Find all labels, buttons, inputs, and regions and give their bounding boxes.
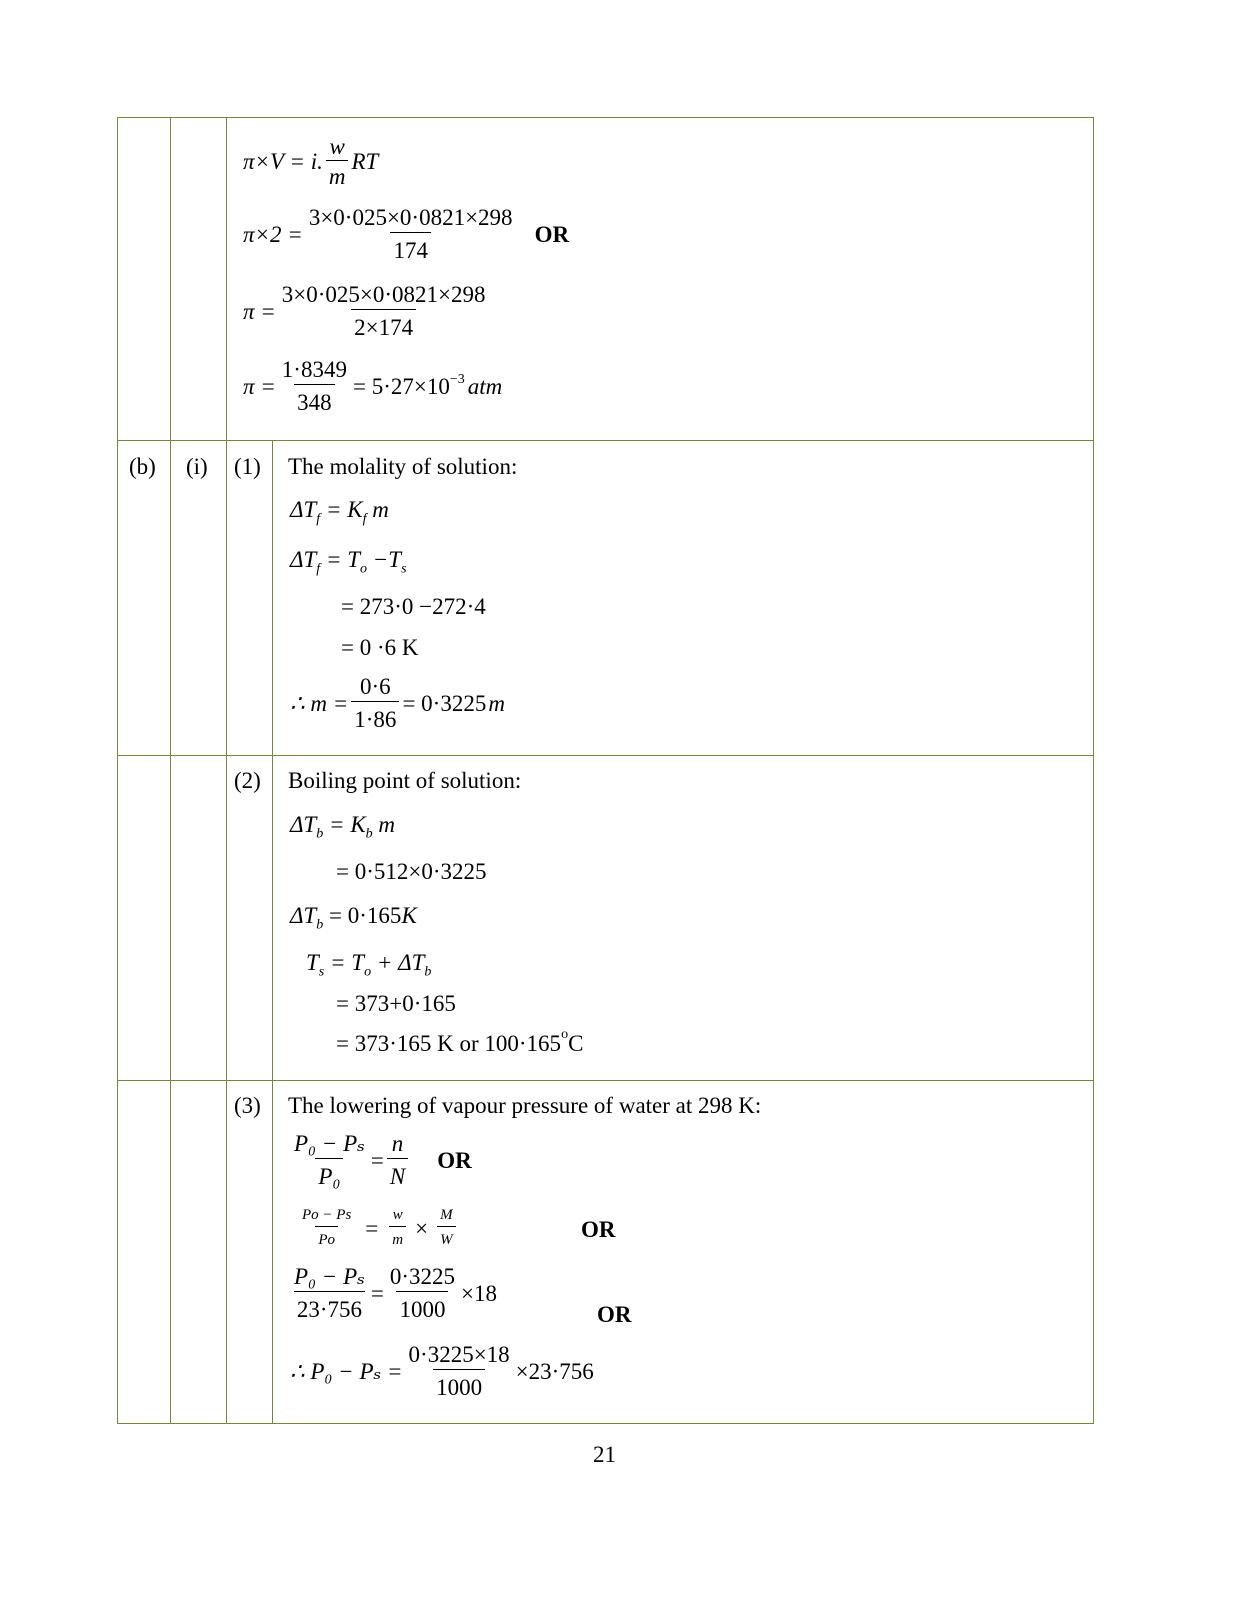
or-label: OR bbox=[597, 1302, 632, 1327]
fraction: $\frac{\text{P₀ − Pₛ}}{23\cdot 756}$ bbox=[294, 1264, 365, 1322]
item-3-heading: The lowering of vapour pressure of water at 298 K: bbox=[288, 1093, 762, 1118]
boiling-eq-4: $T_s = T_o + \Delta T_b$ bbox=[306, 950, 432, 980]
item-number-3: (3) bbox=[234, 1093, 261, 1118]
vapour-eq-3: $\frac{\text{P₀ − Pₛ}}{23\cdot 756}$ = $\frac{0\cdot 3225}{1000}$ ×18 bbox=[288, 1265, 497, 1321]
fraction: $\frac{3\times 0\cdot 025\times 0\cdot 0821\times 298}{174}$ bbox=[308, 205, 513, 263]
or-label: OR bbox=[581, 1217, 616, 1242]
molality-eq-1: $\Delta T_f = K_f$ m bbox=[290, 497, 389, 527]
fraction: $\frac{Po - Ps}{Po}$ bbox=[302, 1207, 352, 1248]
item-number-2: (2) bbox=[234, 768, 261, 793]
fraction: $\frac{0\cdot 3225\times 18}{1000}$ bbox=[408, 1342, 510, 1400]
table-col-divider-1 bbox=[170, 117, 171, 1424]
table-col-divider-2 bbox=[226, 117, 227, 1424]
molality-eq-4: = 0 ·6 K bbox=[341, 635, 419, 660]
fraction: $\frac{\text{P₀ − Pₛ}}{\text{P₀}}$ bbox=[294, 1131, 365, 1189]
boiling-eq-6: = 373·165 K or $100\cdot 165^oC$ bbox=[336, 1027, 584, 1056]
table-top-border bbox=[117, 117, 1094, 118]
vapour-eq-2: $\frac{Po - Ps}{Po}$ = $\frac{w}{m}$ × $\frac{M}{W}$ bbox=[296, 1208, 459, 1248]
table-col-divider-3 bbox=[272, 440, 273, 1424]
osmotic-eq-2: π×2 = $\frac{3\times 0\cdot 025\times 0\cdot 0821\times 298}{174}$ OR bbox=[243, 205, 570, 263]
table-right-border bbox=[1093, 117, 1094, 1424]
boiling-eq-5: = 373+0·165 bbox=[336, 991, 456, 1016]
table-bottom-border bbox=[117, 1423, 1094, 1424]
table-row-divider-2 bbox=[117, 755, 1094, 756]
vapour-eq-1: $\frac{\text{P₀ − Pₛ}}{\text{P₀}}$ = $\frac{n}{N}$ OR bbox=[288, 1132, 472, 1188]
fraction: $\frac{n}{N}$ bbox=[387, 1132, 408, 1188]
page-number: 21 bbox=[593, 1442, 616, 1467]
osmotic-eq-3: π = $\frac{3\times 0\cdot 025\times 0\cdot 0821\times 298}{2\times 174}$ bbox=[243, 283, 492, 339]
boiling-eq-3: $\Delta T_b = 0\cdot 165K$ bbox=[290, 903, 417, 933]
subpart-label: (i) bbox=[186, 454, 208, 479]
item-1-heading: The molality of solution: bbox=[288, 454, 518, 479]
molality-eq-2: $\Delta T_f = T_o -T_s$ bbox=[290, 547, 407, 577]
fraction: $\frac{w}{m}$ bbox=[389, 1208, 406, 1248]
molality-eq-5: ∴ m = $\frac{0\cdot 6}{1\cdot 86}$ = 0·3225 m bbox=[290, 674, 505, 732]
boiling-eq-2: = 0·512×0·3225 bbox=[336, 859, 487, 884]
table-row-divider-1 bbox=[117, 440, 1094, 441]
item-2-heading: Boiling point of solution: bbox=[288, 768, 522, 793]
boiling-eq-1: $\Delta T_b = K_b$ m bbox=[290, 812, 396, 842]
osmotic-eq-1: π×V = i. $\frac{w}{m}$ RT bbox=[243, 134, 379, 189]
osmotic-eq-4: π = $\frac{1\cdot 8349}{348}$ = 5·27×10 $^{-3}$ atm bbox=[243, 357, 503, 415]
fraction: $\frac{0\cdot 3225}{1000}$ bbox=[389, 1264, 456, 1322]
fraction: $\frac{w}{m}$ bbox=[326, 135, 349, 188]
item-number-1: (1) bbox=[234, 454, 261, 479]
part-label: (b) bbox=[129, 454, 156, 479]
fraction: $\frac{0\cdot 6}{1\cdot 86}$ bbox=[351, 675, 399, 731]
molality-eq-3: = 273·0 −272·4 bbox=[341, 594, 486, 619]
table-row-divider-3 bbox=[117, 1080, 1094, 1081]
table-left-border bbox=[117, 117, 118, 1424]
fraction: $\frac{M}{W}$ bbox=[437, 1208, 456, 1248]
vapour-eq-4: ∴ P₀ − Pₛ = $\frac{0\cdot 3225\times 18}{1000}$ ×23·756 bbox=[290, 1342, 594, 1400]
fraction: $\frac{1\cdot 8349}{348}$ bbox=[281, 357, 347, 415]
fraction: $\frac{3\times 0\cdot 025\times 0\cdot 0821\times 298}{2\times 174}$ bbox=[281, 282, 486, 340]
